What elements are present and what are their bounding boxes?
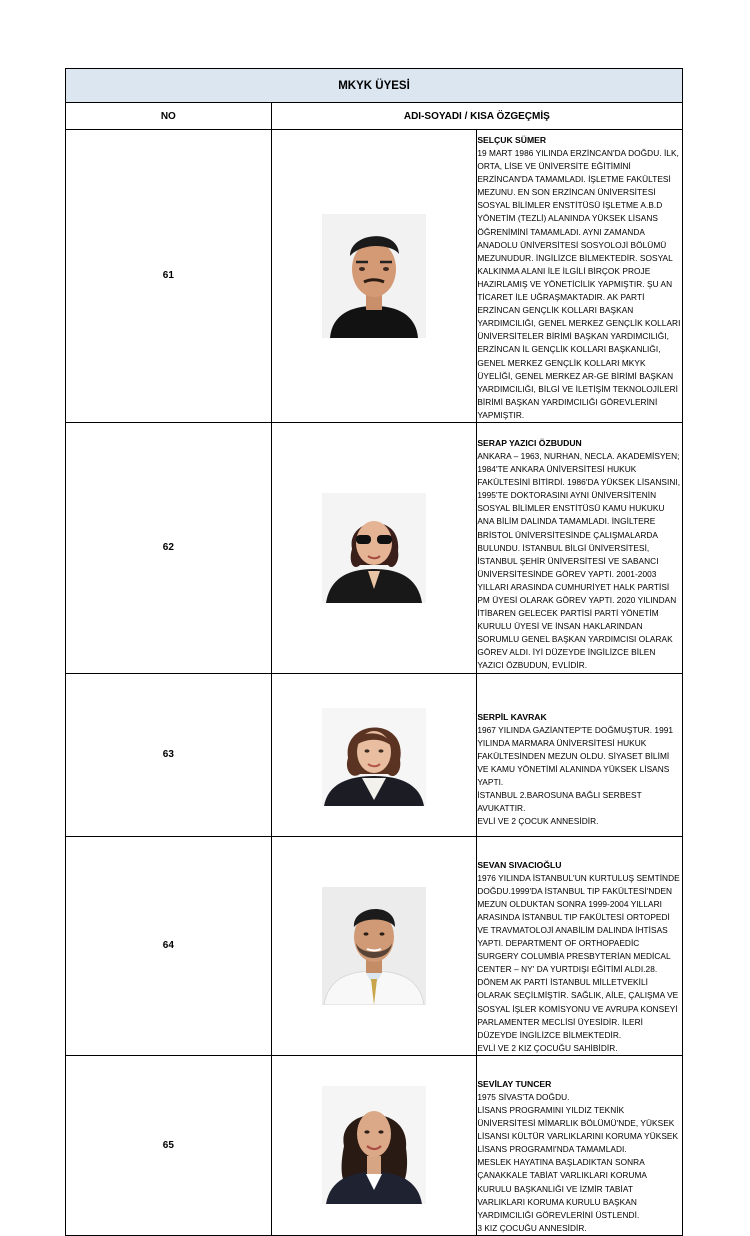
table-row (66, 1055, 683, 1235)
member-bio-line: 1976 YILINDA İSTANBUL'UN KURTULUŞ SEMTİNDE DOĞDU.1999'DA İSTANBUL TIP FAKÜLTESİ'NDEN MEZUN OLDUKTAN SONRA 1999-2004 YILLARI ARASINDA İSTANBUL TIP FAKÜLTESİ ORTOPEDİ VE TRAVMATOLOJİ ANABİLİM DALINDA İHTİSAS YAPTI. DEPARTMENT OF ORTHOPAEDİC SURGERY COLUMBİA PRESBYTERİAN MEDİCAL CENTER – NY' DA YURTDIŞI EĞİTİMİ ALDI.28. DÖNEM AK PARTİ İSTANBUL MİLLETVEKİLİ OLARAK SEÇİLMİŞTİR. SAĞLIK, AİLE, ÇALIŞMA VE SOSYAL İŞLER KOMİSYONU VE AVRUPA KONSEYİ PARLAMENTER MECLİSİ ÜYESİDİR. İLERİ DÜZEYDE İNGİLİZCE BİLMEKTEDİR. (477, 872, 680, 1040)
member-photo (322, 708, 426, 806)
member-no: 61 (66, 130, 272, 423)
member-photo (322, 214, 426, 338)
table-title: MKYK ÜYESİ (66, 69, 683, 103)
table-row (66, 422, 683, 673)
bio-cell (477, 1055, 683, 1235)
bio-cell (477, 422, 683, 673)
bio-cell (477, 836, 683, 1055)
table-row (66, 130, 683, 423)
portrait-woman-icon (322, 1086, 426, 1204)
member-bio-line: İSTANBUL 2.BAROSUNA BAĞLI SERBEST AVUKATTIR. (477, 790, 642, 814)
header-bio: ADI-SOYADI / KISA ÖZGEÇMİŞ (271, 103, 682, 130)
photo-cell (271, 1055, 477, 1235)
member-name: SERPİL KAVRAK (477, 711, 547, 722)
member-name: SERAP YAZICI ÖZBUDUN (477, 437, 582, 448)
member-no: 63 (66, 673, 272, 836)
bio-cell (477, 673, 683, 836)
member-bio: 19 MART 1986 YILINDA ERZİNCAN'DA DOĞDU. İLK, ORTA, LİSE VE ÜNİVERSİTE EĞİTİMİNİ ERZİNCAN'DA TAMAMLADI. İŞLETME FAKÜLTESİ MEZUNU. EN SON ERZİNCAN ÜNİVERSİTESİ SOSYAL BİLİMLER ENSTİTÜSÜ İŞLETME A.B.D YÖNETİM (TEZLİ) ALANINDA YÜKSEK LİSANS ÖĞRENİMİNİ TAMAMLADI. AYNI ZAMANDA ANADOLU ÜNİVERSİTESİ SOSYOLOJİ BÖLÜMÜ MEZUNUDUR. İNGİLİZCE BİLMEKTEDİR. SOSYAL KALKINMA ALANI İLE İLGİLİ BİRÇOK PROJE HAZIRLAMIŞ VE YÖNETİCİLİK YAPMIŞTIR. ŞU AN TİCARET İLE UĞRAŞMAKTADIR. AK PARTİ ERZİNCAN GENÇLİK KOLLARI BAŞKAN YARDIMCILIĞI, GENEL MERKEZ GENÇLİK KOLLARI ÜNİVERSİTELER BİRİMİ BAŞKAN YARDIMCILIĞI, ERZİNCAN İL GENÇLİK KOLLARI BAŞKANLIĞI, GENEL MERKEZ GENÇLİK KOLLARI MKYK ÜYELİĞİ, GENEL MERKEZ AR-GE BİRİMİ BAŞKAN YARDIMCILIĞI, BİLGİ VE İLETİŞİM TEKNOLOJİLERİ BİRİMİ BAŞKAN YARDIMCILIĞI GÖREVLERİNİ YAPMIŞTIR. (477, 148, 681, 420)
members-table (65, 68, 683, 1236)
member-no: 65 (66, 1055, 272, 1235)
photo-cell (271, 422, 477, 673)
portrait-woman-icon (322, 708, 426, 806)
member-bio-line: 1967 YILINDA GAZİANTEP'TE DOĞMUŞTUR. 1991 YILINDA MARMARA ÜNİVERSİTESİ HUKUK FAKÜLTESİNDEN MEZUN OLDU. SİYASET BİLİMİ VE KAMU YÖNETİMİ ALANINDA YÜKSEK LİSANS YAPTI. (477, 724, 674, 787)
member-name: SEVİLAY TUNCER (477, 1078, 552, 1089)
member-bio-line: EVLİ VE 2 KIZ ÇOCUĞU SAHİBİDİR. (477, 1042, 618, 1053)
portrait-man-icon (322, 887, 426, 1005)
header-no: NO (66, 103, 272, 130)
member-no: 64 (66, 836, 272, 1055)
table-row (66, 673, 683, 836)
member-photo (322, 887, 426, 1005)
member-photo (322, 493, 426, 603)
member-photo (322, 1086, 426, 1204)
member-bio-line: 1975 SİVAS'TA DOĞDU. (477, 1091, 570, 1102)
portrait-man-icon (322, 214, 426, 338)
table-row (66, 836, 683, 1055)
member-no: 62 (66, 422, 272, 673)
photo-cell (271, 130, 477, 423)
portrait-woman-icon (322, 493, 426, 603)
bio-cell (477, 130, 683, 423)
member-name: SEVAN SIVACIOĞLU (477, 859, 562, 870)
photo-cell (271, 673, 477, 836)
member-bio: ANKARA – 1963, NURHAN, NECLA. AKADEMİSYEN; 1984'TE ANKARA ÜNİVERSİTESİ HUKUK FAKÜLTESİNİ BİTİRDİ. 1986'DA YÜKSEK LİSANSINI, 1995'TE DOKTORASINI AYNI ÜNİVERSİTENİN SOSYAL BİLİMLER ENSTİTÜSÜ KAMU HUKUKU ANA BİLİM DALINDA TAMAMLADI. İNGİLTERE BRİSTOL ÜNİVERSİTESİNDE ÇALIŞMALARDA BULUNDU. İSTANBUL BİLGİ ÜNİVERSİTESİ, İSTANBUL ŞEHİR ÜNİVERSİTESİ VE SABANCI ÜNİVERSİTESİNDE GÖREV YAPTI. 2001-2003 YILLARI ARASINDA CUMHURİYET HALK PARTİSİ PM ÜYESİ OLARAK GÖREV YAPTI. 2020 YILINDAN İTİBAREN GELECEK PARTİSİ PARTİ YÖNETİM KURULU ÜYESİ VE İNSAN HAKLARINDAN SORUMLU GENEL BAŞKAN YARDIMCISI OLARAK GÖREV ALDI. İYİ DÜZEYDE İNGİLİZCE BİLEN YAZICI ÖZBUDUN, EVLİDİR. (477, 450, 681, 671)
member-bio-line: EVLİ VE 2 ÇOCUK ANNESİDİR. (477, 816, 599, 827)
member-bio-line: 3 KIZ ÇOCUĞU ANNESİDİR. (477, 1222, 587, 1233)
member-bio-line: MESLEK HAYATINA BAŞLADIKTAN SONRA ÇANAKKALE TABİAT VARLIKLARI KORUMA KURULU BAŞKANLIĞI VE İZMİR TABİAT VARLIKLARI KORUMA KURULU BAŞKAN YARDIMCILIĞI GÖREVLERİNİ ÜSTLENDİ. (477, 1157, 647, 1220)
photo-cell (271, 836, 477, 1055)
member-name: SELÇUK SÜMER (477, 135, 547, 145)
member-bio-line: LİSANS PROGRAMINI YILDIZ TEKNİK ÜNİVERSİTESİ MİMARLIK BÖLÜMÜ'NDE, YÜKSEK LİSANSI KÜLTÜR VARLIKLARINI KORUMA YÜKSEK LİSANS PROGRAMI'NDA TAMAMLADI. (477, 1104, 679, 1155)
